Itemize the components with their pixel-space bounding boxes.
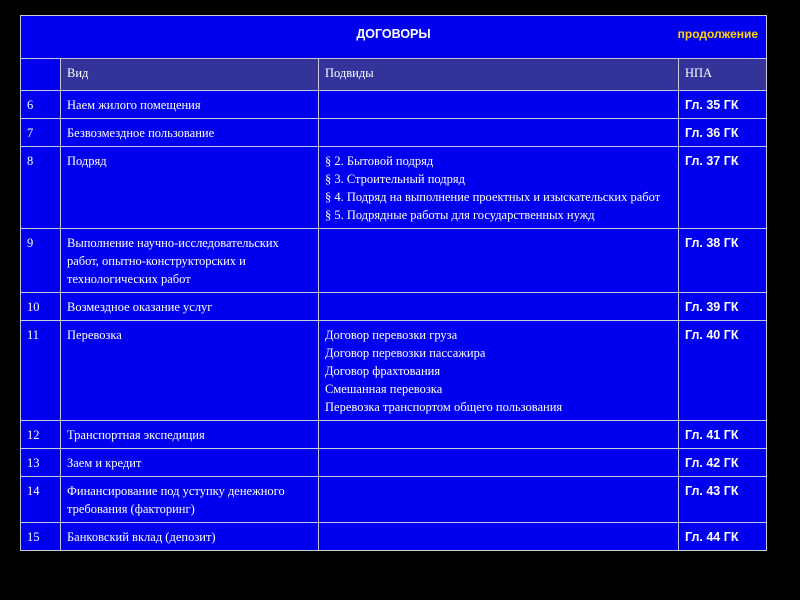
row-subtypes	[319, 119, 679, 147]
row-subtypes	[319, 321, 679, 421]
row-npa: Гл. 39 ГК	[679, 293, 767, 321]
row-subtypes	[319, 229, 679, 293]
row-type: Банковский вклад (депозит)	[61, 523, 319, 551]
subtype-item: § 5. Подрядные работы для государственных нужд	[325, 208, 595, 222]
row-number: 6	[21, 91, 61, 119]
continued-label: продолжение	[677, 27, 758, 41]
subtype-item: Смешанная перевозка	[325, 382, 443, 396]
row-number: 11	[21, 321, 61, 421]
row-subtypes	[319, 421, 679, 449]
table-row	[21, 229, 767, 293]
subtype-item: § 2. Бытовой подряд	[325, 154, 434, 168]
table-row	[21, 477, 767, 523]
row-npa: Гл. 44 ГК	[679, 523, 767, 551]
row-number: 10	[21, 293, 61, 321]
header-subtypes: Подвиды	[319, 59, 679, 91]
header-num	[21, 59, 61, 91]
row-npa: Гл. 43 ГК	[679, 477, 767, 523]
table-row	[21, 119, 767, 147]
row-type: Заем и кредит	[61, 449, 319, 477]
table-row	[21, 523, 767, 551]
row-type: Перевозка	[61, 321, 319, 421]
table-row	[21, 293, 767, 321]
row-npa: Гл. 41 ГК	[679, 421, 767, 449]
row-type: Транспортная экспедиция	[61, 421, 319, 449]
header-row	[21, 59, 767, 91]
subtype-item: Договор перевозки груза	[325, 328, 458, 342]
row-npa: Гл. 42 ГК	[679, 449, 767, 477]
table-row	[21, 321, 767, 421]
table-body	[21, 16, 767, 551]
row-number: 14	[21, 477, 61, 523]
title-cell	[21, 16, 767, 59]
table-row	[21, 91, 767, 119]
row-type: Выполнение научно-исследовательских работ, опытно-конструкторских и технологических работ	[61, 229, 319, 293]
subtype-item: Договор фрахтования	[325, 364, 441, 378]
row-type: Наем жилого помещения	[61, 91, 319, 119]
contracts-table	[20, 15, 767, 551]
header-type: Вид	[61, 59, 319, 91]
title-row	[21, 16, 767, 59]
row-number: 8	[21, 147, 61, 229]
table-row	[21, 421, 767, 449]
row-type: Безвозмездное пользование	[61, 119, 319, 147]
row-number: 15	[21, 523, 61, 551]
row-subtypes	[319, 147, 679, 229]
row-number: 13	[21, 449, 61, 477]
subtype-item: Перевозка транспортом общего пользования	[325, 400, 563, 414]
subtype-item: § 4. Подряд на выполнение проектных и изыскательских работ	[325, 190, 661, 204]
table-row	[21, 147, 767, 229]
row-subtypes	[319, 477, 679, 523]
row-subtypes	[319, 293, 679, 321]
row-number: 9	[21, 229, 61, 293]
row-npa: Гл. 40 ГК	[679, 321, 767, 421]
header-npa: НПА	[679, 59, 767, 91]
subtype-item: § 3. Строительный подряд	[325, 172, 466, 186]
row-subtypes	[319, 523, 679, 551]
row-subtypes	[319, 449, 679, 477]
row-npa: Гл. 36 ГК	[679, 119, 767, 147]
row-number: 12	[21, 421, 61, 449]
row-npa: Гл. 37 ГК	[679, 147, 767, 229]
table-row	[21, 449, 767, 477]
row-type: Финансирование под уступку денежного требования (факторинг)	[61, 477, 319, 523]
row-type: Возмездное оказание услуг	[61, 293, 319, 321]
row-npa: Гл. 38 ГК	[679, 229, 767, 293]
subtype-item: Договор перевозки пассажира	[325, 346, 486, 360]
row-npa: Гл. 35 ГК	[679, 91, 767, 119]
table-title: ДОГОВОРЫ	[356, 27, 431, 41]
row-number: 7	[21, 119, 61, 147]
row-subtypes	[319, 91, 679, 119]
row-type: Подряд	[61, 147, 319, 229]
